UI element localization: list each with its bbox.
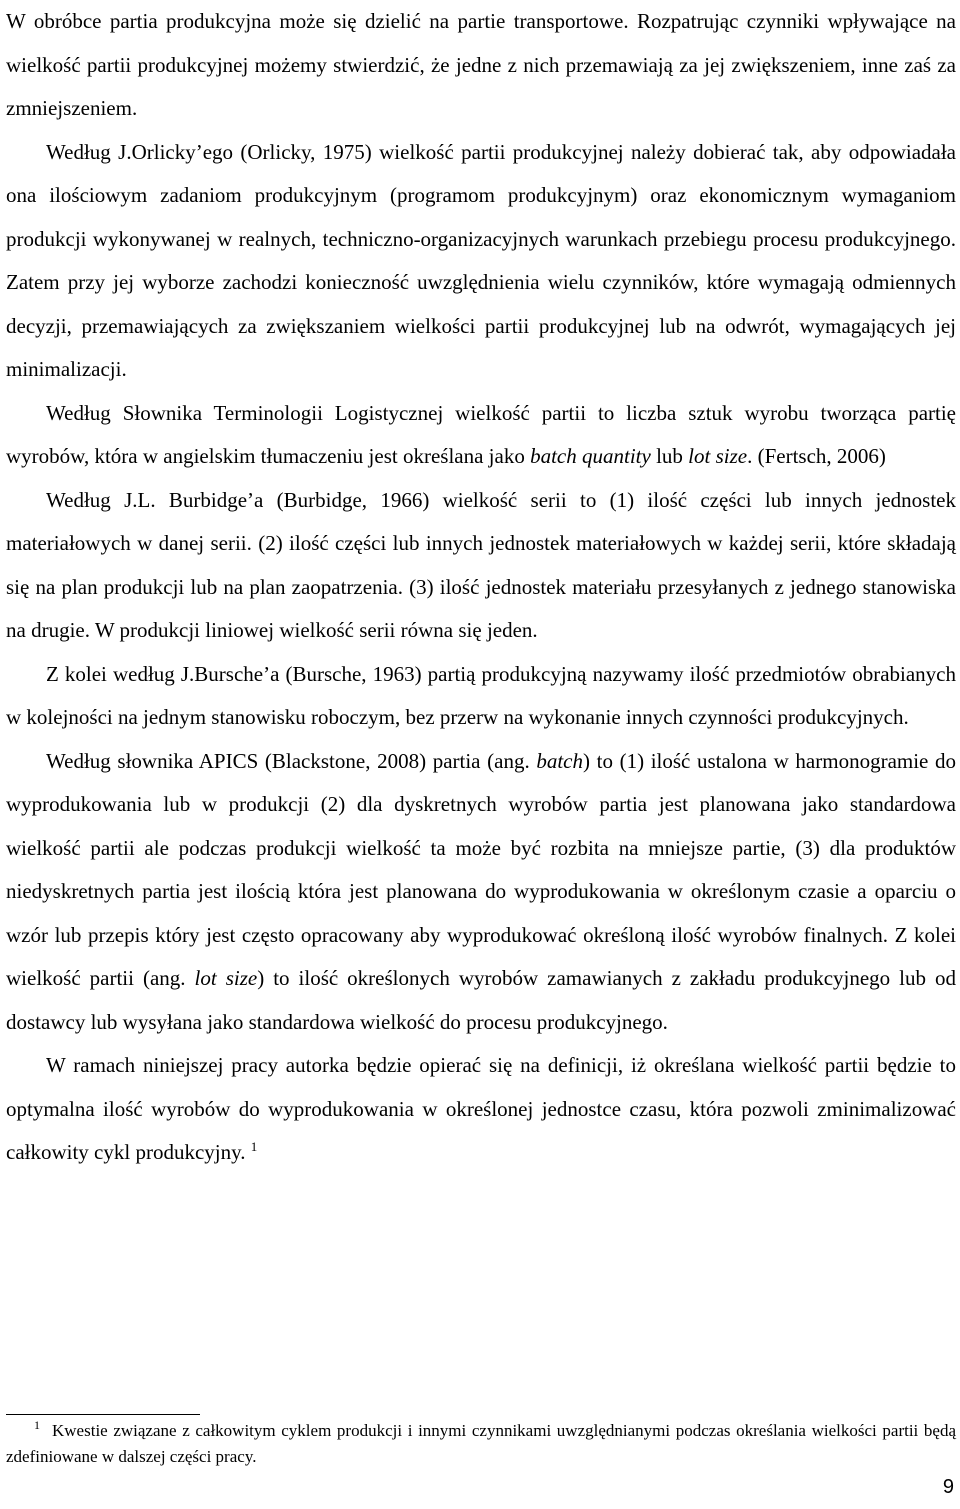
- footnote-number: 1: [34, 1418, 40, 1433]
- paragraph-1: W obróbce partia produkcyjna może się dzielić na partie transportowe. Rozpatrując czynniki wpływające na wielkość partii produkcyjnej możemy stwierdzić, że jedne z nich przemawiają za jej zwiększeniem, inne zaś za zmniejszeniem.: [6, 9, 956, 120]
- paragraph-definition: [6, 1044, 956, 1175]
- text-segment: Według Słownika Terminologii Logistycznej wielkość partii to liczba sztuk wyrobu tworząca partię wyrobów, która w angielskim tłumaczeniu jest określana jako: [6, 400, 956, 468]
- term-lot-size: lot size: [194, 966, 258, 990]
- paragraph-burbidge: Według J.L. Burbidge’a (Burbidge, 1966) wielkość serii to (1) ilość części lub innych jednostek materiałowych w danej serii. (2) ilość części lub innych jednostek materiałowych w każdej serii, które składają się na plan produkcji lub na plan zaopatrzenia. (3) ilość jednostek materiału przesyłanych z jednego stanowiska na drugie. W produkcji liniowej wielkość serii równa się jeden.: [6, 487, 956, 642]
- text-segment: ) to (1) ilość ustalona w harmonogramie do wyprodukowania lub w produkcji (2) dla dyskretnych wyrobów partia jest planowana jako standardowa wielkość partii ale podczas produkcji wielkość ta może być rozbita na mniejsze partie, (3) dla produktów niedyskretnych partia jest ilością która jest planowana do wyprodukowania w określonym czasie a oparciu o wzór lub przepis który jest często opracowany aby wyprodukować określoną ilość wyrobów finalnych. Z kolei wielkość partii (ang.: [6, 748, 957, 990]
- text-segment: ) to ilość określonych wyrobów zamawianych z zakładu produkcyjnego lub od dostawcy lub wysyłana jako standardowa wielkość do procesu produkcyjnego.: [6, 966, 956, 1034]
- text-segment: Według słownika APICS (Blackstone, 2008) partia (ang.: [46, 748, 537, 773]
- footnote: [6, 1418, 956, 1470]
- document-body: [6, 0, 956, 1175]
- text-segment: W ramach niniejszej pracy autorka będzie opierać się na definicji, iż określana wielkość partii będzie to optymalna ilość wyrobów do wyprodukowania w określonej jednostce czasu, która pozwoli zminimalizować całkowity cykl produkcyjny.: [6, 1053, 956, 1164]
- text-segment: . (Fertsch, 2006): [747, 444, 886, 468]
- paragraph-apics: [6, 740, 956, 1045]
- term-batch: batch: [536, 748, 583, 773]
- paragraph-orlicky: Według J.Orlicky’ego (Orlicky, 1975) wielkość partii produkcyjnej należy dobierać tak, aby odpowiadała ona ilościowym zadaniom produkcyjnym (programom produkcyjnym) oraz ekonomicznym wymaganiom produkcji wykonywanej w realnych, techniczno-organizacyjnych warunkach przebiegu procesu produkcyjnego. Zatem przy jej wyborze zachodzi konieczność uwzględnienia wielu czynników, które wymagają odmiennych decyzji, przemawiających za zwiększaniem wielkości partii produkcyjnej lub na odwrót, wymagających jej minimalizacji.: [6, 139, 956, 381]
- paragraph-bursche: Z kolei według J.Bursche’a (Bursche, 1963) partią produkcyjną nazywamy ilość przedmiotów obrabianych w kolejności na jednym stanowisku roboczym, bez przerw na wykonanie innych czynności produkcyjnych.: [6, 661, 956, 729]
- term-batch-quantity: batch quantity: [530, 444, 651, 468]
- footnote-text: Kwestie związane z całkowitym cyklem produkcji i innymi czynnikami uwzględnianymi podczas określania wielkości partii będą zdefiniowane w dalszej części pracy.: [6, 1421, 956, 1466]
- page-number: 9: [942, 1476, 954, 1498]
- term-lot-size: lot size: [688, 444, 748, 468]
- footnote-divider: [6, 1414, 200, 1415]
- footnote-reference[interactable]: 1: [250, 1139, 258, 1154]
- text-segment: lub: [650, 444, 689, 468]
- paragraph-slownik-logistyczny: [6, 392, 956, 479]
